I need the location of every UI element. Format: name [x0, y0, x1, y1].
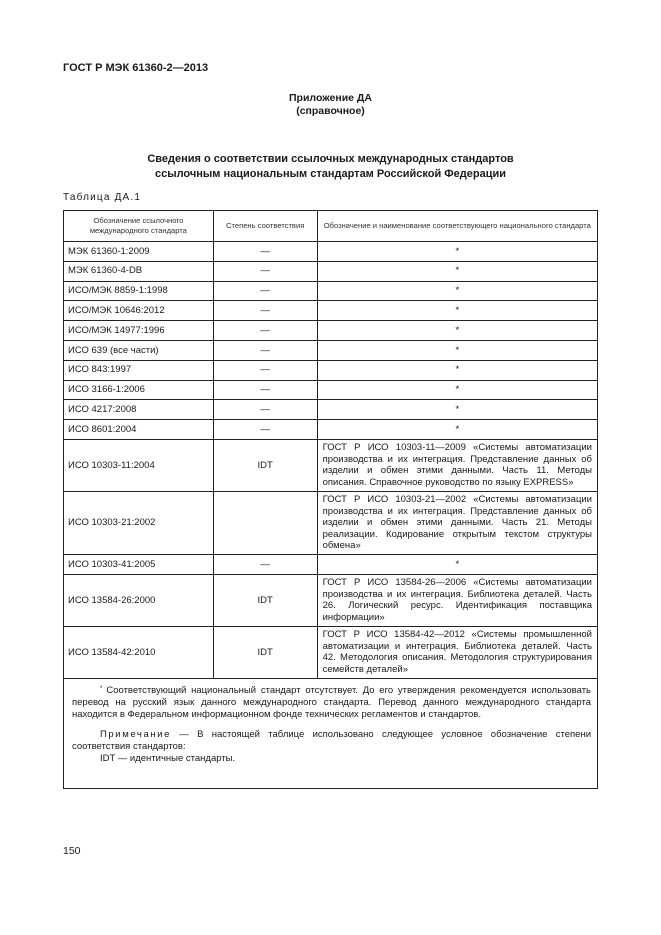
table-row	[64, 360, 598, 380]
table-row	[64, 380, 598, 400]
cell-degree: —	[213, 242, 317, 262]
cell-degree: —	[213, 360, 317, 380]
cell-national-standard: *	[317, 400, 597, 420]
cell-international-standard: ИСО 10303-21:2002	[64, 491, 214, 554]
idt-definition: IDT — идентичные стандарты.	[100, 752, 236, 764]
document-code: ГОСТ Р МЭК 61360-2—2013	[63, 62, 209, 74]
table-row	[64, 340, 598, 360]
table-row	[64, 400, 598, 420]
appendix-heading	[0, 92, 661, 118]
cell-national-standard: ГОСТ Р ИСО 13584-42—2012 «Системы промышленной автоматизации и интеграция. Библиотека деталей. Часть 42. Методология описания. Методология структурирования семейств деталей»	[317, 626, 597, 678]
table-row	[64, 439, 598, 491]
footnote-mark: *	[100, 685, 103, 692]
cell-national-standard: *	[317, 321, 597, 341]
cell-international-standard: ИСО 843:1997	[64, 360, 214, 380]
cell-international-standard: ИСО 10303-11:2004	[64, 439, 214, 491]
cell-national-standard: *	[317, 261, 597, 281]
cell-international-standard: ИСО 13584-26:2000	[64, 574, 214, 626]
note	[72, 729, 591, 753]
cell-national-standard: *	[317, 554, 597, 574]
column-header-degree: Степень соответствия	[213, 211, 317, 242]
heading-line-2: ссылочным национальным стандартам Российской Федерации	[154, 168, 507, 180]
cell-national-standard: *	[317, 340, 597, 360]
table-row	[64, 491, 598, 554]
cell-degree: —	[213, 340, 317, 360]
cell-degree: —	[213, 261, 317, 281]
cell-international-standard: ИСО/МЭК 10646:2012	[64, 301, 214, 321]
cell-degree: —	[213, 420, 317, 440]
standards-table	[63, 210, 598, 789]
column-header-international: Обозначение ссылочного международного стандарта	[64, 211, 214, 242]
footnote-text: Соответствующий национальный стандарт отсутствует. До его утверждения рекомендуется использовать перевод на русский язык данного международного стандарта. Перевод данного международного стандарта находится в Федеральном информационном фонде технических регламентов и стандартов.	[72, 684, 591, 720]
cell-degree: —	[213, 321, 317, 341]
note-label: Примечание	[100, 728, 171, 740]
cell-degree: —	[213, 301, 317, 321]
table-notes	[64, 678, 598, 788]
cell-international-standard: ИСО/МЭК 14977:1996	[64, 321, 214, 341]
column-header-national: Обозначение и наименование соответствующего национального стандарта	[317, 211, 597, 242]
heading-line-1: Сведения о соответствии ссылочных международных стандартов	[147, 153, 514, 165]
cell-international-standard: ИСО/МЭК 8859-1:1998	[64, 281, 214, 301]
cell-national-standard: *	[317, 301, 597, 321]
table-row	[64, 574, 598, 626]
cell-national-standard: *	[317, 281, 597, 301]
cell-international-standard: ИСО 10303-41:2005	[64, 554, 214, 574]
cell-international-standard: ИСО 4217:2008	[64, 400, 214, 420]
table-row	[64, 261, 598, 281]
footnote	[72, 685, 591, 721]
cell-degree: IDT	[213, 626, 317, 678]
cell-degree: —	[213, 380, 317, 400]
cell-degree: —	[213, 554, 317, 574]
table-notes-row	[64, 678, 598, 788]
cell-national-standard: *	[317, 242, 597, 262]
cell-degree: —	[213, 400, 317, 420]
cell-national-standard: *	[317, 380, 597, 400]
cell-degree: IDT	[213, 439, 317, 491]
cell-international-standard: МЭК 61360-4-DB	[64, 261, 214, 281]
cell-international-standard: МЭК 61360-1:2009	[64, 242, 214, 262]
cell-degree: IDT	[213, 574, 317, 626]
cell-national-standard: ГОСТ Р ИСО 10303-11—2009 «Системы автоматизации производства и их интеграция. Представление данных об изделии и обмен этими данными. Часть 11. Методы описания. Справочное руководство по языку EXPRESS»	[317, 439, 597, 491]
table-row	[64, 281, 598, 301]
appendix-title: Приложение ДА	[289, 92, 372, 104]
table-row	[64, 242, 598, 262]
cell-national-standard: *	[317, 420, 597, 440]
table-row	[64, 321, 598, 341]
cell-international-standard: ИСО 3166-1:2006	[64, 380, 214, 400]
cell-international-standard: ИСО 8601:2004	[64, 420, 214, 440]
section-heading	[0, 152, 661, 182]
table-row	[64, 554, 598, 574]
cell-degree: —	[213, 281, 317, 301]
page-number: 150	[63, 845, 81, 857]
cell-national-standard: *	[317, 360, 597, 380]
table-row	[64, 301, 598, 321]
cell-national-standard: ГОСТ Р ИСО 13584-26—2006 «Системы автоматизации производства и их интеграция. Библиотека деталей. Часть 26. Логический ресурс. Идентификация поставщика информации»	[317, 574, 597, 626]
table-row	[64, 420, 598, 440]
note-text: — В настоящей таблице использовано следующее условное обозначение степени соответствия стандартов:	[72, 728, 591, 752]
table-caption: Таблица ДА.1	[63, 192, 142, 203]
cell-degree	[213, 491, 317, 554]
appendix-subtitle: (справочное)	[296, 105, 365, 117]
table-row	[64, 626, 598, 678]
cell-international-standard: ИСО 639 (все части)	[64, 340, 214, 360]
cell-national-standard: ГОСТ Р ИСО 10303-21—2002 «Системы автоматизации производства и их интеграция. Представление данных об изделии и обмен этими данными. Часть 21. Методы реализации. Кодирование открытым текстом структуры обмена»	[317, 491, 597, 554]
table-header-row	[64, 211, 598, 242]
cell-international-standard: ИСО 13584-42:2010	[64, 626, 214, 678]
